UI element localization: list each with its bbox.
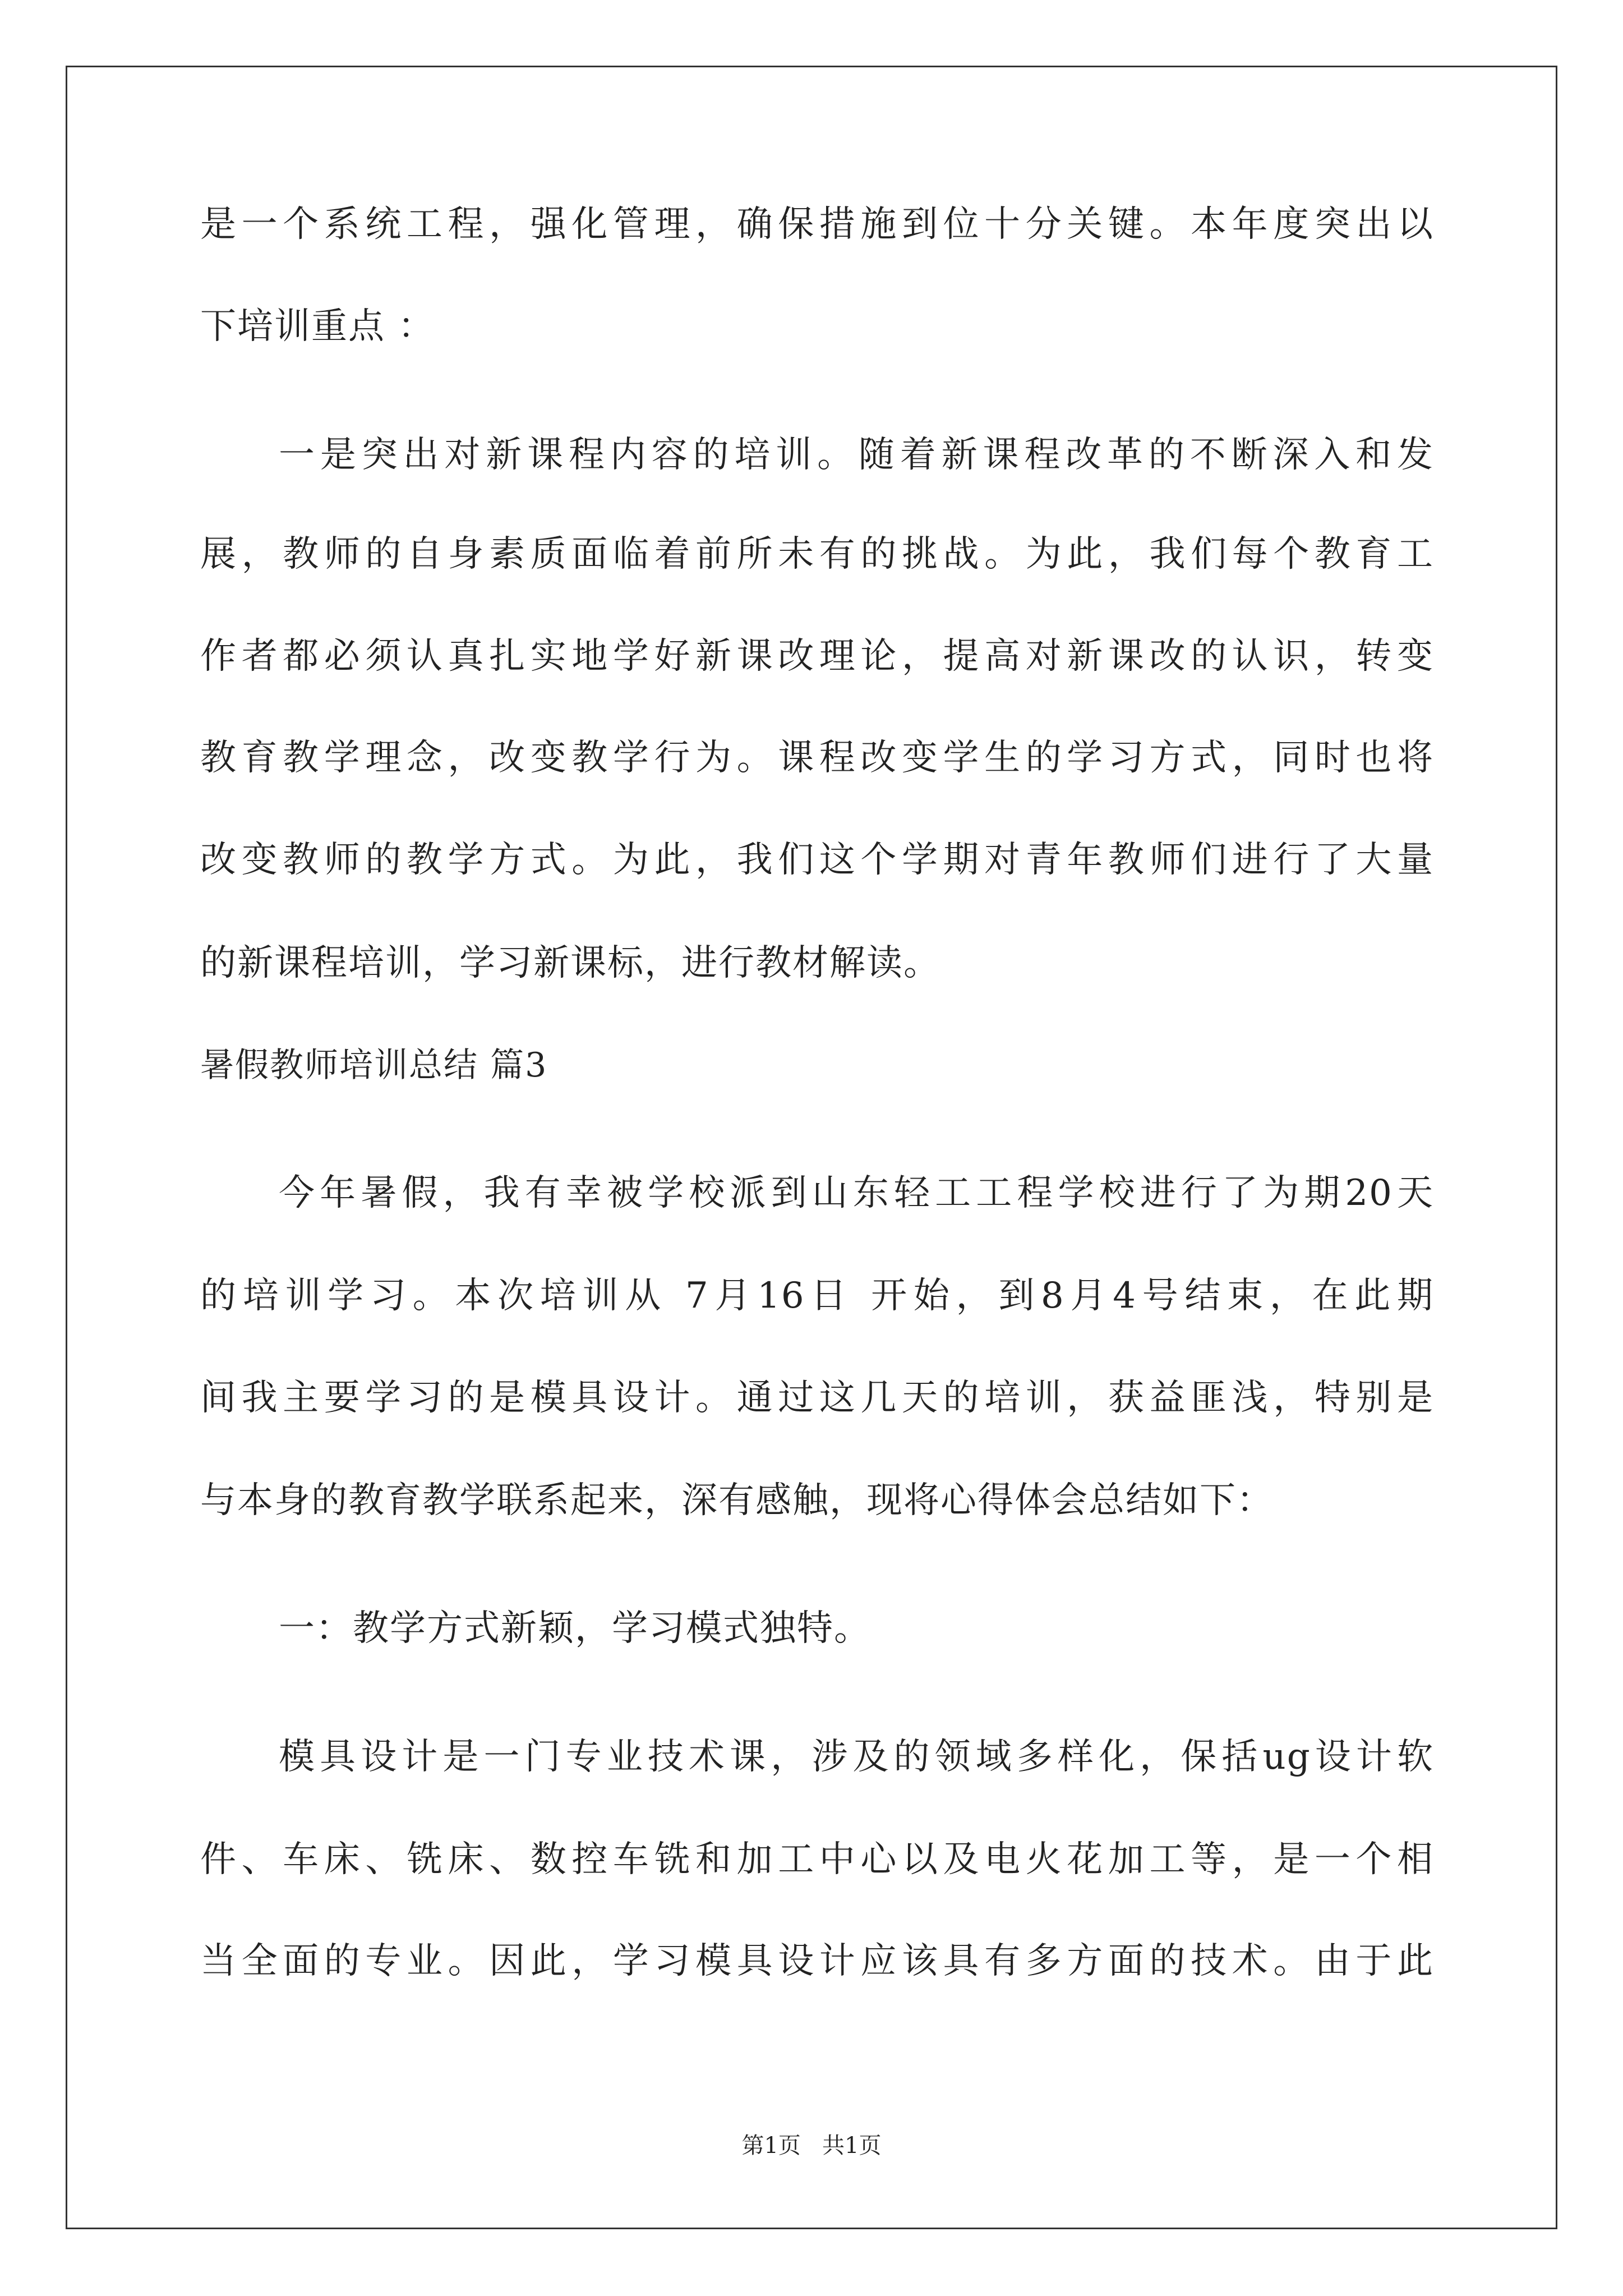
- body-line-8: 的新课程培训，学习新课标，进行教材解读。: [200, 942, 940, 984]
- body-line-11: 的培训学习。本次培训从 7月16日 开始，到8月4号结束，在此期: [200, 1275, 1434, 1317]
- body-line-4: 展，教师的自身素质面临着前所未有的挑战。为此，我们每个教育工: [200, 533, 1434, 575]
- body-line-7: 改变教师的教学方式。为此，我们这个学期对青年教师们进行了大量: [200, 839, 1434, 881]
- body-line-14: 一：教学方式新颖，学习模式独特。: [279, 1608, 871, 1649]
- body-line-15: 模具设计是一门专业技术课，涉及的领域多样化，保括ug设计软: [279, 1736, 1434, 1778]
- body-line-3: 一是突出对新课程内容的培训。随着新课程改革的不断深入和发: [279, 434, 1434, 476]
- page-footer: 第1页 共1页: [741, 2133, 882, 2159]
- body-line-10: 今年暑假，我有幸被学校派到山东轻工工程学校进行了为期20天: [279, 1172, 1434, 1214]
- body-line-6: 教育教学理念，改变教学行为。课程改变学生的学习方式，同时也将: [200, 737, 1434, 779]
- page-border: [66, 66, 1557, 2229]
- body-line-13: 与本身的教育教学联系起来，深有感触，现将心得体会总结如下：: [200, 1480, 1274, 1521]
- body-line-12: 间我主要学习的是模具设计。通过这几天的培训，获益匪浅，特别是: [200, 1377, 1434, 1419]
- body-line-5: 作者都必须认真扎实地学好新课改理论，提高对新课改的认识，转变: [200, 636, 1434, 677]
- body-line-17: 当全面的专业。因此，学习模具设计应该具有多方面的技术。由于此: [200, 1940, 1434, 1982]
- body-line-2: 下培训重点 ：: [200, 306, 435, 347]
- body-line-1: 是一个系统工程，强化管理，确保措施到位十分关键。本年度突出以: [200, 204, 1434, 245]
- section-heading: 暑假教师培训总结 篇3: [200, 1046, 548, 1085]
- body-line-16: 件、车床、铣床、数控车铣和加工中心以及电火花加工等，是一个相: [200, 1839, 1434, 1880]
